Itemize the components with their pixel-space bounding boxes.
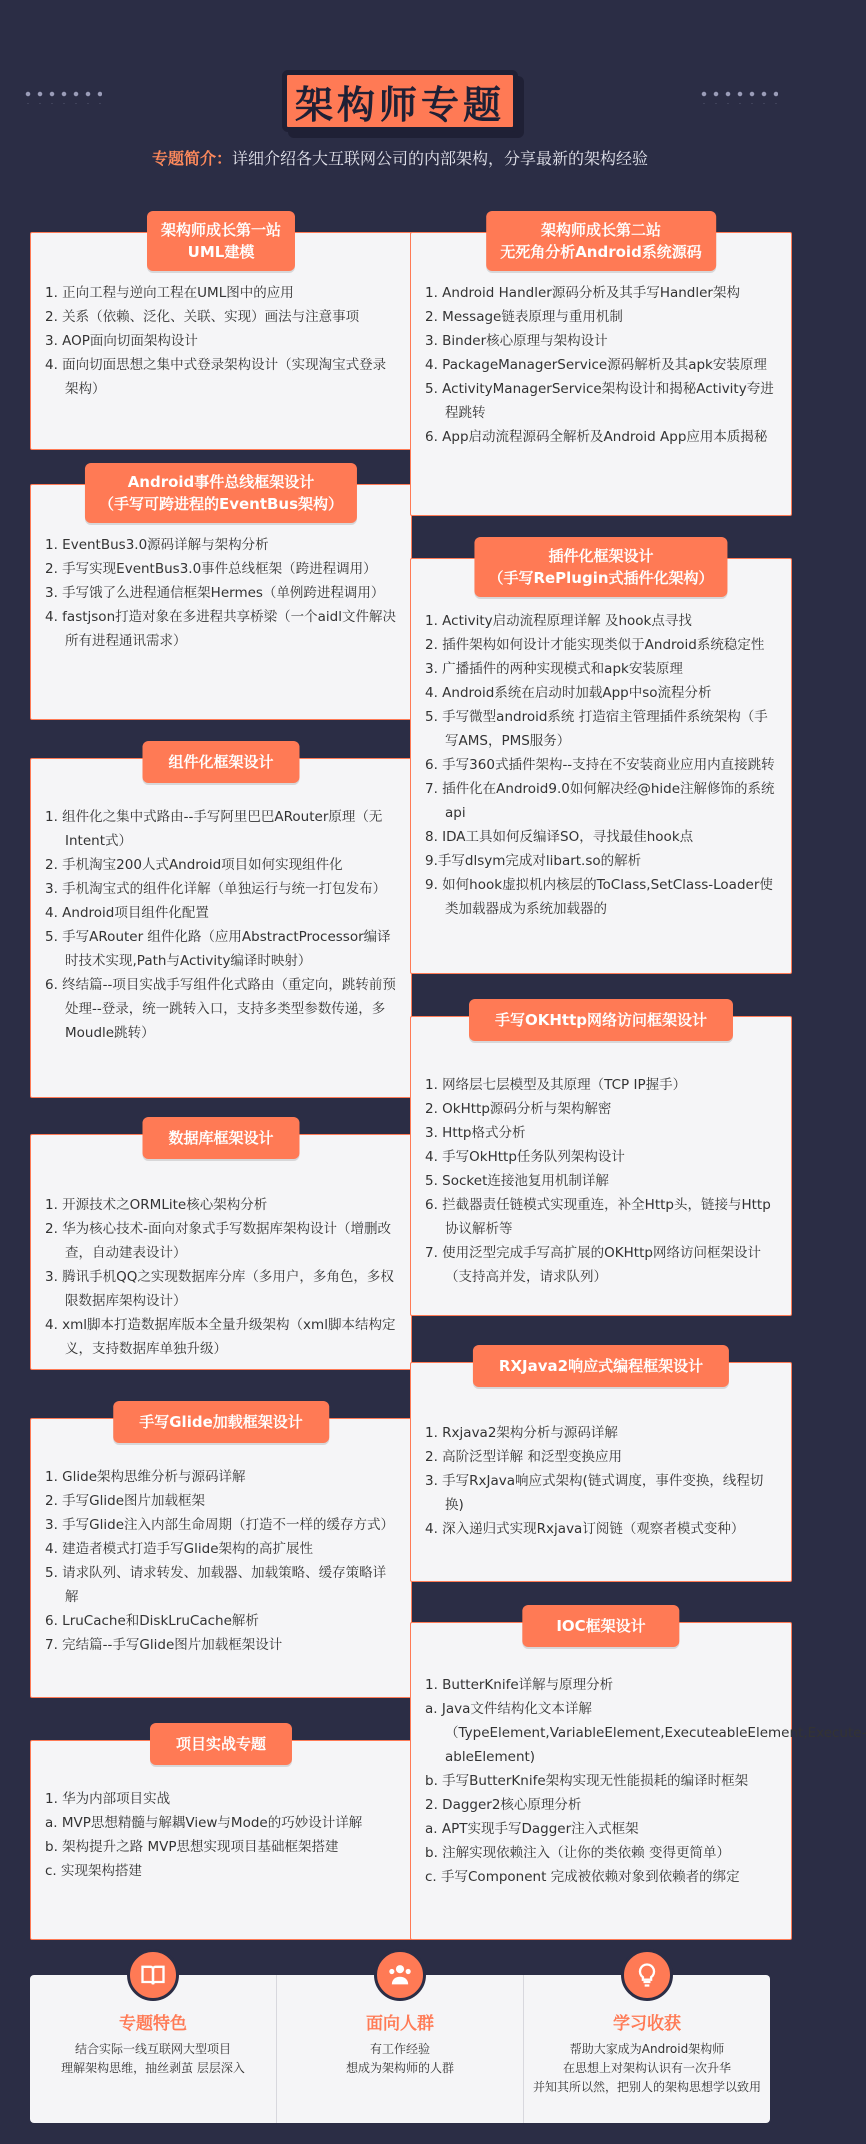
list-item: 2. 手写实现EventBus3.0事件总线框架（跨进程调用） <box>45 561 377 577</box>
list-item: 1. Glide架构思维分析与源码详解 <box>45 1469 246 1485</box>
card-title <box>142 741 299 783</box>
list-item: 3. AOP面向切面架构设计 <box>45 333 198 349</box>
card-uml <box>30 221 412 450</box>
footer-title: 专题特色 <box>119 2014 187 2034</box>
list-item: 1. 开源技术之ORMLite核心架构分析 <box>45 1197 268 1213</box>
card-plugin <box>410 547 792 974</box>
card-title-line1: IOC框架设计 <box>556 1617 646 1635</box>
card-title <box>522 1605 679 1647</box>
list-item: 1. EventBus3.0源码详解与架构分析 <box>45 537 269 553</box>
list-item: 4. 深入递归式实现Rxjava订阅链（观察者模式变种） <box>425 1521 745 1537</box>
item-list <box>45 1135 397 1361</box>
list-item: 2. 手写Glide图片加载框架 <box>45 1493 206 1509</box>
card-title <box>113 1401 329 1443</box>
card-title-line2: 无死角分析Android系统源码 <box>500 243 702 261</box>
list-item: 7. 完结篇--手写Glide图片加载框架设计 <box>45 1637 283 1653</box>
list-item: 1. 正向工程与逆向工程在UML图中的应用 <box>45 285 294 301</box>
list-item: 2. 高阶泛型详解 和泛型变换应用 <box>425 1449 622 1465</box>
list-item: 2. 插件架构如何设计才能实现类似于Android系统稳定性 <box>425 637 765 653</box>
footer-desc: 在思想上对架构认识有一次升华 <box>562 2061 731 2075</box>
list-item: 3. 腾讯手机QQ之实现数据库分库（多用户，多角色，多权限数据库架构设计） <box>45 1269 394 1309</box>
list-item: 5. ActivityManagerService架构设计和揭秘Activity夸进程跳转 <box>425 381 774 421</box>
people-icon <box>374 1949 426 2001</box>
card-title-line1: 组件化框架设计 <box>168 753 274 771</box>
list-item: 6. 拦截器责任链模式实现重连，补全Http头，链接与Http协议解析等 <box>425 1197 771 1237</box>
intro-text: 详细介绍各大互联网公司的内部架构，分享最新的架构经验 <box>232 149 649 168</box>
card-title <box>85 463 357 523</box>
list-item: 5. 手写ARouter 组件化路（应用AbstractProcessor编译时技术实现,Path与Activity编译时映射） <box>45 929 391 969</box>
card-title <box>147 211 295 271</box>
card-title-line1: 项目实战专题 <box>175 1735 267 1753</box>
list-item: 4. 建造者模式打造手写Glide架构的高扩展性 <box>45 1541 314 1557</box>
footer-desc: 并知其所以然，把别人的架构思想学以致用 <box>532 2080 761 2094</box>
list-item: b. 手写ButterKnife架构实现无性能损耗的编译时框架 <box>425 1773 749 1789</box>
card-project <box>30 1735 412 1940</box>
list-item: 3. Http格式分析 <box>425 1125 526 1141</box>
list-item: 2. 手机淘宝200人式Android项目如何实现组件化 <box>45 857 343 873</box>
card-title <box>469 999 733 1041</box>
list-item: 1. 组件化之集中式路由--手写阿里巴巴ARouter原理（无Intent式） <box>45 809 383 849</box>
footer-audience <box>277 1975 524 2123</box>
list-item: 5. 请求队列、请求转发、加载器、加载策略、缓存策略详解 <box>45 1565 387 1605</box>
card-ioc <box>410 1617 866 1940</box>
list-item: 8. IDA工具如何反编译SO，寻找最佳hook点 <box>425 829 694 845</box>
list-item: c. 手写Component 完成被依赖对象到依赖者的绑定 <box>425 1869 740 1885</box>
list-item: 6. 终结篇--项目实战手写组件化式路由（重定向，跳转前预处理--登录，统一跳转入口，支持多类型参数传递，多Moudle跳转） <box>45 977 396 1041</box>
list-item: 2. 关系（依赖、泛化、关联、实现）画法与注意事项 <box>45 309 360 325</box>
decor-dots-right <box>698 88 778 104</box>
page-title-box <box>282 70 518 132</box>
item-list <box>425 1623 866 1889</box>
list-item: 1. 网络层七层模型及其原理（TCP IP握手） <box>425 1077 687 1093</box>
card-componentization <box>30 753 412 1098</box>
list-item: b. 注解实现依赖注入（让你的类依赖 变得更简单） <box>425 1845 730 1861</box>
card-database <box>30 1129 412 1370</box>
footer-desc: 想成为架构师的人群 <box>345 2061 454 2075</box>
item-list <box>425 1363 777 1541</box>
list-item: 5. 手写微型android系统 打造宿主管理插件系统架构（手写AMS，PMS服务） <box>425 709 768 749</box>
page-title: 架构师专题 <box>294 82 505 127</box>
card-title-line1: 数据库框架设计 <box>168 1129 274 1147</box>
list-item: 1. Android Handler源码分析及其手写Handler架构 <box>425 285 740 301</box>
card-title-line1: 架构师成长第一站 <box>160 221 282 239</box>
list-item: 9. 如何hook虚拟机内核层的ToClass,SetClass-Loader使类加载器成为系统加载器的 <box>425 877 773 917</box>
card-title-line2: UML建模 <box>187 243 255 261</box>
book-icon <box>127 1949 179 2001</box>
card-title <box>473 1345 729 1387</box>
list-item: 3. Binder核心原理与架构设计 <box>425 333 608 349</box>
footer-gain <box>524 1975 770 2123</box>
intro <box>0 146 800 169</box>
footer-panel <box>30 1975 770 2123</box>
card-title <box>486 211 716 271</box>
list-item: 2. Message链表原理与重用机制 <box>425 309 623 325</box>
card-title <box>474 537 727 597</box>
list-item: 3. 手写Glide注入内部生命周期（打造不一样的缓存方式） <box>45 1517 395 1533</box>
footer-feature <box>30 1975 277 2123</box>
list-item: 3. 广播插件的两种实现模式和apk安装原理 <box>425 661 683 677</box>
list-item: 1. Rxjava2架构分析与源码详解 <box>425 1425 618 1441</box>
list-item: 4. 手写OkHttp任务队列架构设计 <box>425 1149 625 1165</box>
list-item: c. 实现架构搭建 <box>45 1863 143 1879</box>
list-item: 3. 手写饿了么进程通信框架Hermes（单例跨进程调用） <box>45 585 385 601</box>
list-item: b. 架构提升之路 MVP思想实现项目基础框架搭建 <box>45 1839 339 1855</box>
lightbulb-icon <box>621 1949 673 2001</box>
list-item: a. APT实现手写Dagger注入式框架 <box>425 1821 639 1837</box>
list-item: 4. Android项目组件化配置 <box>45 905 209 921</box>
item-list <box>425 559 777 921</box>
list-item: 3. 手机淘宝式的组件化详解（单独运行与统一打包发布） <box>45 881 387 897</box>
footer-desc: 有工作经验 <box>369 2042 430 2056</box>
list-item: 4. PackageManagerService源码解析及其apk安装原理 <box>425 357 767 373</box>
footer-desc: 帮助大家成为Android架构师 <box>569 2042 725 2056</box>
item-list <box>45 1419 397 1657</box>
list-item: 4. fastjson打造对象在多进程共享桥梁（一个aidl文件解决所有进程通讯需求） <box>45 609 396 649</box>
list-item: 6. LruCache和DiskLruCache解析 <box>45 1613 259 1629</box>
card-title-line1: 手写Glide加载框架设计 <box>139 1413 303 1431</box>
list-item: 6. 手写360式插件架构--支持在不安装商业应用内直接跳转 <box>425 757 775 773</box>
list-item: 1. Activity启动流程原理详解 及hook点寻找 <box>425 613 692 629</box>
footer-desc: 理解架构思维，抽丝剥茧 层层深入 <box>61 2061 245 2075</box>
list-item: a. Java文件结构化文本详解（TypeElement,VariableElement,ExecuteableElement,Execute-ableElement) <box>425 1701 866 1765</box>
card-okhttp <box>410 1011 792 1316</box>
footer-desc: 结合实际一线互联网大型项目 <box>74 2042 231 2056</box>
card-title-line1: RXJava2响应式编程框架设计 <box>498 1357 704 1375</box>
decor-dots-left <box>22 88 102 104</box>
footer-title: 面向人群 <box>366 2014 434 2034</box>
list-item: 2. OkHttp源码分析与架构解密 <box>425 1101 612 1117</box>
list-item: 9.手写dlsym完成对libart.so的解析 <box>425 853 642 869</box>
card-title-line1: 插件化框架设计 <box>548 547 654 565</box>
footer-title: 学习收获 <box>613 2014 681 2034</box>
list-item: 2. Dagger2核心原理分析 <box>425 1797 582 1813</box>
list-item: 5. Socket连接池复用机制详解 <box>425 1173 609 1189</box>
card-glide <box>30 1413 412 1698</box>
list-item: 3. 手写RxJava响应式架构(链式调度，事件变换，线程切换) <box>425 1473 764 1513</box>
list-item: 1. 华为内部项目实战 <box>45 1791 171 1807</box>
list-item: a. MVP思想精髓与解耦View与Mode的巧妙设计详解 <box>45 1815 363 1831</box>
card-android-source <box>410 221 792 516</box>
item-list <box>425 1017 777 1289</box>
card-title-line2: （手写RePlugin式插件化架构） <box>488 569 714 587</box>
card-title <box>142 1117 299 1159</box>
list-item: 4. xml脚本打造数据库版本全量升级架构（xml脚本结构定义，支持数据库单独升级） <box>45 1317 396 1357</box>
list-item: 6. App启动流程源码全解析及Android App应用本质揭秘 <box>425 429 768 445</box>
intro-label: 专题简介： <box>151 149 232 168</box>
card-title-line1: 手写OKHttp网络访问框架设计 <box>494 1011 708 1029</box>
list-item: 4. 面向切面思想之集中式登录架构设计（实现淘宝式登录架构） <box>45 357 387 397</box>
card-title-line1: Android事件总线框架设计 <box>127 473 315 491</box>
card-title-line1: 架构师成长第二站 <box>540 221 662 239</box>
header <box>0 0 800 180</box>
item-list <box>45 759 397 1045</box>
list-item: 2. 华为核心技术-面向对象式手写数据库架构设计（增删改查，自动建表设计） <box>45 1221 392 1261</box>
card-title-line2: （手写可跨进程的EventBus架构） <box>98 495 344 513</box>
list-item: 1. ButterKnife详解与原理分析 <box>425 1677 614 1693</box>
card-rxjava <box>410 1357 792 1582</box>
card-title <box>150 1723 292 1765</box>
list-item: 4. Android系统在启动时加载App中so流程分析 <box>425 685 712 701</box>
list-item: 7. 使用泛型完成手写高扩展的OKHttp网络访问框架设计（支持高并发，请求队列） <box>425 1245 761 1285</box>
list-item: 7. 插件化在Android9.0如何解决经@hide注解修饰的系统api <box>425 781 775 821</box>
card-eventbus <box>30 473 412 720</box>
